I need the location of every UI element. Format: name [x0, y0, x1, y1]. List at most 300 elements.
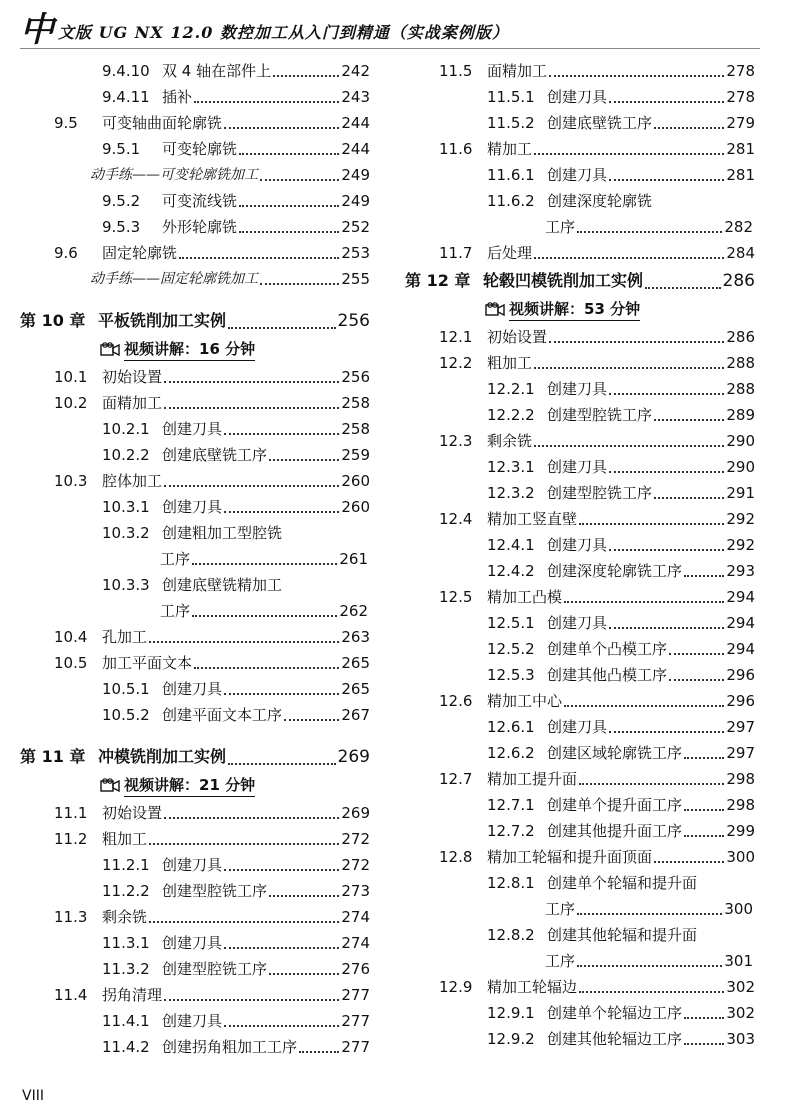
toc-page-number: 260 — [341, 472, 370, 490]
section-entry[interactable] — [20, 468, 370, 494]
toc-page-number: 274 — [341, 908, 370, 926]
subsection-number: 11.3.1 — [102, 934, 150, 952]
subsection-entry[interactable] — [405, 376, 755, 402]
dot-leader — [645, 287, 721, 289]
subsection-entry[interactable] — [405, 532, 755, 558]
section-number: 12.3 — [439, 432, 473, 450]
toc-leader — [547, 792, 755, 818]
toc-leader — [162, 1008, 370, 1034]
subsection-entry[interactable] — [405, 662, 755, 688]
subsection-entry[interactable] — [20, 494, 370, 520]
toc-page-number: 303 — [726, 1030, 755, 1048]
section-title: 面精加工 — [102, 394, 163, 412]
toc-page-number: 279 — [726, 114, 755, 132]
toc-leader — [487, 324, 755, 350]
subsection-entry[interactable] — [20, 84, 370, 110]
toc-leader — [90, 162, 370, 188]
video-camera-icon — [100, 342, 120, 356]
toc-leader — [102, 468, 370, 494]
dot-leader — [577, 913, 722, 915]
toc-page-number: 292 — [726, 536, 755, 554]
dot-leader — [164, 381, 339, 383]
section-number: 10.2 — [54, 394, 88, 412]
section-entry[interactable] — [405, 688, 755, 714]
subsection-number: 11.3.2 — [102, 960, 150, 978]
subsection-entry[interactable] — [405, 1000, 755, 1026]
subsection-entry[interactable] — [20, 930, 370, 956]
toc-page-number: 302 — [726, 978, 755, 996]
subsection-title: 创建深度轮廓铣工序 — [547, 562, 683, 580]
dot-leader — [609, 393, 724, 395]
dot-leader — [609, 731, 724, 733]
dot-leader — [669, 653, 724, 655]
dot-leader — [684, 835, 724, 837]
toc-leader — [487, 506, 755, 532]
practice-entry[interactable] — [20, 162, 370, 188]
subsection-title: 创建其他轮辐边工序 — [547, 1030, 683, 1048]
toc-page-number: 281 — [726, 140, 755, 158]
subsection-title: 创建单个轮辐和提升面 — [547, 874, 698, 892]
subsection-entry[interactable] — [405, 740, 755, 766]
toc-page-number: 244 — [341, 140, 370, 158]
toc-page-number: 272 — [341, 830, 370, 848]
toc-page-number: 262 — [339, 602, 368, 620]
toc-leader — [547, 376, 755, 402]
subsection-number: 11.6.1 — [487, 166, 535, 184]
subsection-entry[interactable] — [20, 1034, 370, 1060]
section-title: 精加工提升面 — [487, 770, 578, 788]
subsection-title: 创建拐角粗加工工序 — [162, 1038, 298, 1056]
subsection-number: 11.6.2 — [487, 192, 535, 210]
subsection-title: 创建刀具 — [162, 498, 223, 516]
subsection-entry[interactable] — [405, 558, 755, 584]
toc-page-number: 278 — [726, 62, 755, 80]
toc-page-number: 292 — [726, 510, 755, 528]
section-entry[interactable] — [20, 826, 370, 852]
subsection-title: 创建刀具 — [162, 934, 223, 952]
practice-entry[interactable] — [20, 266, 370, 292]
dot-leader — [579, 991, 724, 993]
subsection-number: 12.2.1 — [487, 380, 535, 398]
toc-leader — [162, 956, 370, 982]
toc-page-number: 258 — [341, 420, 370, 438]
chapter-title: 冲模铣削加工实例 — [98, 747, 227, 766]
subsection-title: 创建刀具 — [547, 380, 608, 398]
section-title: 精加工竖直壁 — [487, 510, 578, 528]
toc-leader — [487, 688, 755, 714]
subsection-number: 10.5.1 — [102, 680, 150, 698]
subsection-entry[interactable] — [20, 58, 370, 84]
dot-leader — [654, 127, 724, 129]
section-number: 10.4 — [54, 628, 88, 646]
toc-page-number: 297 — [726, 744, 755, 762]
dot-leader — [179, 257, 339, 259]
toc-leader — [102, 240, 370, 266]
video-duration — [20, 336, 370, 364]
subsection-entry[interactable] — [20, 956, 370, 982]
section-entry[interactable] — [405, 350, 755, 376]
dot-leader — [534, 367, 724, 369]
video-duration — [20, 772, 370, 800]
section-title: 精加工轮辐和提升面顶面 — [487, 848, 653, 866]
section-title: 剩余铣 — [487, 432, 533, 450]
subsection-entry[interactable] — [405, 922, 755, 974]
section-entry[interactable] — [405, 584, 755, 610]
subsection-title: 创建型腔铣工序 — [547, 484, 653, 502]
subsection-entry[interactable] — [405, 480, 755, 506]
subsection-entry[interactable] — [405, 636, 755, 662]
subsection-title: 创建刀具 — [547, 718, 608, 736]
toc-page-number: 296 — [726, 666, 755, 684]
subsection-title-cont: 工序 — [545, 900, 576, 918]
section-entry[interactable] — [405, 766, 755, 792]
subsection-title: 创建单个凸模工序 — [547, 640, 668, 658]
subsection-entry[interactable] — [405, 454, 755, 480]
toc-leader — [547, 558, 755, 584]
subsection-number: 12.9.2 — [487, 1030, 535, 1048]
subsection-title: 创建刀具 — [162, 420, 223, 438]
subsection-entry[interactable] — [405, 610, 755, 636]
subsection-number: 12.4.1 — [487, 536, 535, 554]
subsection-entry[interactable] — [20, 878, 370, 904]
section-title: 孔加工 — [102, 628, 148, 646]
subsection-entry[interactable] — [20, 416, 370, 442]
dot-leader — [654, 419, 724, 421]
toc-leader — [102, 826, 370, 852]
toc-right-column — [405, 58, 755, 1052]
toc-leader — [487, 584, 755, 610]
subsection-title: 创建底壁铣精加工 — [162, 576, 283, 594]
subsection-number: 12.7.1 — [487, 796, 535, 814]
subsection-title: 创建型腔铣工序 — [162, 882, 268, 900]
section-number: 10.5 — [54, 654, 88, 672]
video-camera-icon — [485, 302, 505, 316]
subsection-number: 12.6.1 — [487, 718, 535, 736]
toc-page-number: 302 — [726, 1004, 755, 1022]
chapter-title: 平板铣削加工实例 — [98, 311, 227, 330]
video-duration — [405, 296, 755, 324]
section-title: 精加工凸模 — [487, 588, 563, 606]
toc-page-number: 294 — [726, 640, 755, 658]
subsection-title: 创建其他轮辐和提升面 — [547, 926, 698, 944]
section-number: 11.2 — [54, 830, 88, 848]
toc-leader — [547, 1000, 755, 1026]
subsection-number: 11.4.2 — [102, 1038, 150, 1056]
subsection-title: 双 4 轴在部件上 — [162, 62, 272, 80]
section-title: 固定轮廓铣 — [102, 244, 178, 262]
toc-leader — [162, 702, 370, 728]
toc-leader — [487, 350, 755, 376]
toc-leader — [162, 188, 370, 214]
dot-leader — [192, 615, 337, 617]
subsection-entry[interactable] — [20, 188, 370, 214]
dot-leader — [260, 179, 339, 181]
toc-page-number: 277 — [341, 1012, 370, 1030]
section-entry[interactable] — [405, 324, 755, 350]
subsection-number: 12.2.2 — [487, 406, 535, 424]
toc-page-number: 256 — [337, 311, 370, 331]
toc-leader — [547, 714, 755, 740]
section-entry[interactable] — [20, 390, 370, 416]
toc-leader — [547, 84, 755, 110]
subsection-number: 12.3.2 — [487, 484, 535, 502]
toc-leader — [162, 1034, 370, 1060]
subsection-title-cont: 工序 — [545, 952, 576, 970]
subsection-entry[interactable] — [405, 162, 755, 188]
section-entry[interactable] — [20, 240, 370, 266]
dot-leader — [534, 257, 724, 259]
dot-leader — [684, 809, 724, 811]
toc-page-number: 277 — [341, 1038, 370, 1056]
subsection-title-cont: 工序 — [160, 550, 191, 568]
toc-leader — [547, 110, 755, 136]
dot-leader — [534, 445, 724, 447]
dot-leader — [194, 101, 339, 103]
toc-leader — [547, 636, 755, 662]
toc-leader — [102, 650, 370, 676]
dot-leader — [654, 497, 724, 499]
toc-page-number: 269 — [337, 747, 370, 767]
subsection-entry[interactable] — [405, 188, 755, 240]
subsection-entry[interactable] — [20, 214, 370, 240]
toc-page-number: 256 — [341, 368, 370, 386]
subsection-title: 创建单个提升面工序 — [547, 796, 683, 814]
toc-leader — [547, 454, 755, 480]
toc-page-number: 300 — [724, 900, 753, 918]
section-title: 精加工 — [487, 140, 533, 158]
dot-leader — [164, 999, 339, 1001]
dot-leader — [164, 817, 339, 819]
section-number: 12.2 — [439, 354, 473, 372]
toc-page-number: 288 — [726, 380, 755, 398]
toc-page-number: 298 — [726, 770, 755, 788]
toc-page-number: 273 — [341, 882, 370, 900]
section-number: 12.9 — [439, 978, 473, 996]
toc-leader — [102, 982, 370, 1008]
toc-leader — [162, 676, 370, 702]
toc-leader — [162, 214, 370, 240]
dot-leader — [269, 973, 339, 975]
toc-page-number: 269 — [341, 804, 370, 822]
dot-leader — [228, 327, 336, 329]
toc-leader — [487, 844, 755, 870]
toc-page-number: 301 — [724, 952, 753, 970]
toc-leader — [162, 58, 370, 84]
chapter-entry[interactable] — [20, 306, 370, 336]
section-entry[interactable] — [405, 974, 755, 1000]
toc-leader — [487, 766, 755, 792]
subsection-number: 12.6.2 — [487, 744, 535, 762]
toc-leader — [162, 852, 370, 878]
section-entry[interactable] — [20, 904, 370, 930]
section-entry[interactable] — [405, 58, 755, 84]
chapter-title: 轮毂凹模铣削加工实例 — [483, 271, 644, 290]
dot-leader — [224, 947, 339, 949]
toc-page-number: 281 — [726, 166, 755, 184]
toc-leader — [102, 800, 370, 826]
subsection-entry[interactable] — [20, 676, 370, 702]
section-entry[interactable] — [20, 624, 370, 650]
toc-page-number: 244 — [341, 114, 370, 132]
dot-leader — [577, 965, 722, 967]
toc-leader — [545, 214, 753, 240]
section-entry[interactable] — [405, 136, 755, 162]
section-number: 10.1 — [54, 368, 88, 386]
dot-leader — [149, 921, 339, 923]
subsection-number: 11.2.1 — [102, 856, 150, 874]
toc-page-number: 293 — [726, 562, 755, 580]
toc-leader — [547, 402, 755, 428]
subsection-entry[interactable] — [405, 402, 755, 428]
subsection-entry[interactable] — [20, 572, 370, 624]
section-title: 可变轴曲面轮廓铣 — [102, 114, 223, 132]
toc-leader — [160, 546, 368, 572]
section-entry[interactable] — [20, 110, 370, 136]
subsection-number: 9.5.2 — [102, 192, 141, 210]
toc-page-number: 272 — [341, 856, 370, 874]
dot-leader — [684, 575, 724, 577]
section-entry[interactable] — [20, 650, 370, 676]
section-number: 11.6 — [439, 140, 473, 158]
subsection-number: 12.4.2 — [487, 562, 535, 580]
section-entry[interactable] — [20, 982, 370, 1008]
toc-leader — [487, 240, 755, 266]
toc-page-number: 253 — [341, 244, 370, 262]
toc-page-number: 290 — [726, 458, 755, 476]
dot-leader — [684, 1043, 724, 1045]
subsection-entry[interactable] — [20, 1008, 370, 1034]
video-label: 视频讲解：16 分钟 — [124, 338, 255, 361]
toc-leader — [547, 662, 755, 688]
chapter-number: 第 11 章 — [20, 747, 86, 766]
toc-page-number: 265 — [341, 654, 370, 672]
section-number: 11.5 — [439, 62, 473, 80]
subsection-entry[interactable] — [20, 852, 370, 878]
section-entry[interactable] — [405, 428, 755, 454]
subsection-number: 12.5.3 — [487, 666, 535, 684]
subsection-entry[interactable] — [405, 714, 755, 740]
section-title: 后处理 — [487, 244, 533, 262]
section-title: 精加工轮辐边 — [487, 978, 578, 996]
toc-leader — [102, 390, 370, 416]
subsection-number: 10.3.1 — [102, 498, 150, 516]
subsection-number: 10.3.3 — [102, 576, 150, 594]
toc-page-number: 299 — [726, 822, 755, 840]
video-camera-icon — [100, 778, 120, 792]
subsection-entry[interactable] — [20, 702, 370, 728]
toc-page-number: 252 — [341, 218, 370, 236]
section-entry[interactable] — [405, 506, 755, 532]
toc-page-number: 259 — [341, 446, 370, 464]
section-number: 12.4 — [439, 510, 473, 528]
section-number: 12.7 — [439, 770, 473, 788]
video-label: 视频讲解：21 分钟 — [124, 774, 255, 797]
toc-page-number: 286 — [726, 328, 755, 346]
dot-leader — [239, 231, 339, 233]
section-title: 面精加工 — [487, 62, 548, 80]
subsection-number: 11.5.2 — [487, 114, 535, 132]
subsection-title: 创建刀具 — [547, 614, 608, 632]
dot-leader — [224, 693, 339, 695]
section-entry[interactable] — [405, 240, 755, 266]
subsection-entry[interactable] — [405, 870, 755, 922]
toc-page-number: 265 — [341, 680, 370, 698]
toc-leader — [162, 494, 370, 520]
subsection-title: 创建刀具 — [547, 458, 608, 476]
subsection-entry[interactable] — [405, 110, 755, 136]
subsection-number: 12.5.1 — [487, 614, 535, 632]
subsection-entry[interactable] — [20, 136, 370, 162]
dot-leader — [579, 523, 724, 525]
dot-leader — [299, 1051, 339, 1053]
subsection-title: 创建其他提升面工序 — [547, 822, 683, 840]
chapter-entry[interactable] — [405, 266, 755, 296]
section-title: 初始设置 — [487, 328, 548, 346]
toc-leader — [547, 818, 755, 844]
practice-title: 动手练——固定轮廓铣加工 — [90, 271, 258, 287]
dot-leader — [534, 153, 724, 155]
section-entry[interactable] — [20, 800, 370, 826]
dot-leader — [684, 1017, 724, 1019]
subsection-entry[interactable] — [405, 84, 755, 110]
dot-leader — [284, 719, 339, 721]
toc-leader — [162, 416, 370, 442]
toc-leader — [545, 948, 753, 974]
dot-leader — [609, 101, 724, 103]
dot-leader — [269, 895, 339, 897]
toc-left-column — [20, 58, 370, 1060]
subsection-title: 创建底壁铣工序 — [162, 446, 268, 464]
dot-leader — [549, 75, 724, 77]
dot-leader — [192, 563, 337, 565]
dot-leader — [164, 407, 339, 409]
toc-leader — [487, 136, 755, 162]
subsection-title-cont: 工序 — [160, 602, 191, 620]
section-entry[interactable] — [20, 364, 370, 390]
subsection-entry[interactable] — [20, 442, 370, 468]
subsection-entry[interactable] — [405, 1026, 755, 1052]
subsection-number: 11.2.2 — [102, 882, 150, 900]
toc-page-number: 261 — [339, 550, 368, 568]
toc-leader — [483, 266, 755, 296]
subsection-entry[interactable] — [405, 818, 755, 844]
chapter-number: 第 12 章 — [405, 271, 471, 290]
subsection-number: 12.7.2 — [487, 822, 535, 840]
dot-leader — [564, 705, 724, 707]
toc-page-number: 249 — [341, 192, 370, 210]
header-big-char: 中 — [20, 10, 54, 50]
chapter-entry[interactable] — [20, 742, 370, 772]
toc-leader — [102, 364, 370, 390]
section-entry[interactable] — [405, 844, 755, 870]
toc-page-number: 297 — [726, 718, 755, 736]
subsection-title: 可变轮廓铣 — [162, 140, 238, 158]
toc-leader — [162, 930, 370, 956]
toc-leader — [487, 974, 755, 1000]
subsection-entry[interactable] — [405, 792, 755, 818]
section-title: 腔体加工 — [102, 472, 163, 490]
subsection-title: 创建粗加工型腔铣 — [162, 524, 283, 542]
header-title: 文版 UG NX 12.0 数控加工从入门到精通（实战案例版） — [58, 23, 509, 42]
section-number: 12.8 — [439, 848, 473, 866]
toc-leader — [547, 1026, 755, 1052]
dot-leader — [609, 549, 724, 551]
dot-leader — [194, 667, 339, 669]
subsection-entry[interactable] — [20, 520, 370, 572]
dot-leader — [149, 641, 339, 643]
page-number: VIII — [22, 1088, 44, 1104]
dot-leader — [579, 783, 724, 785]
